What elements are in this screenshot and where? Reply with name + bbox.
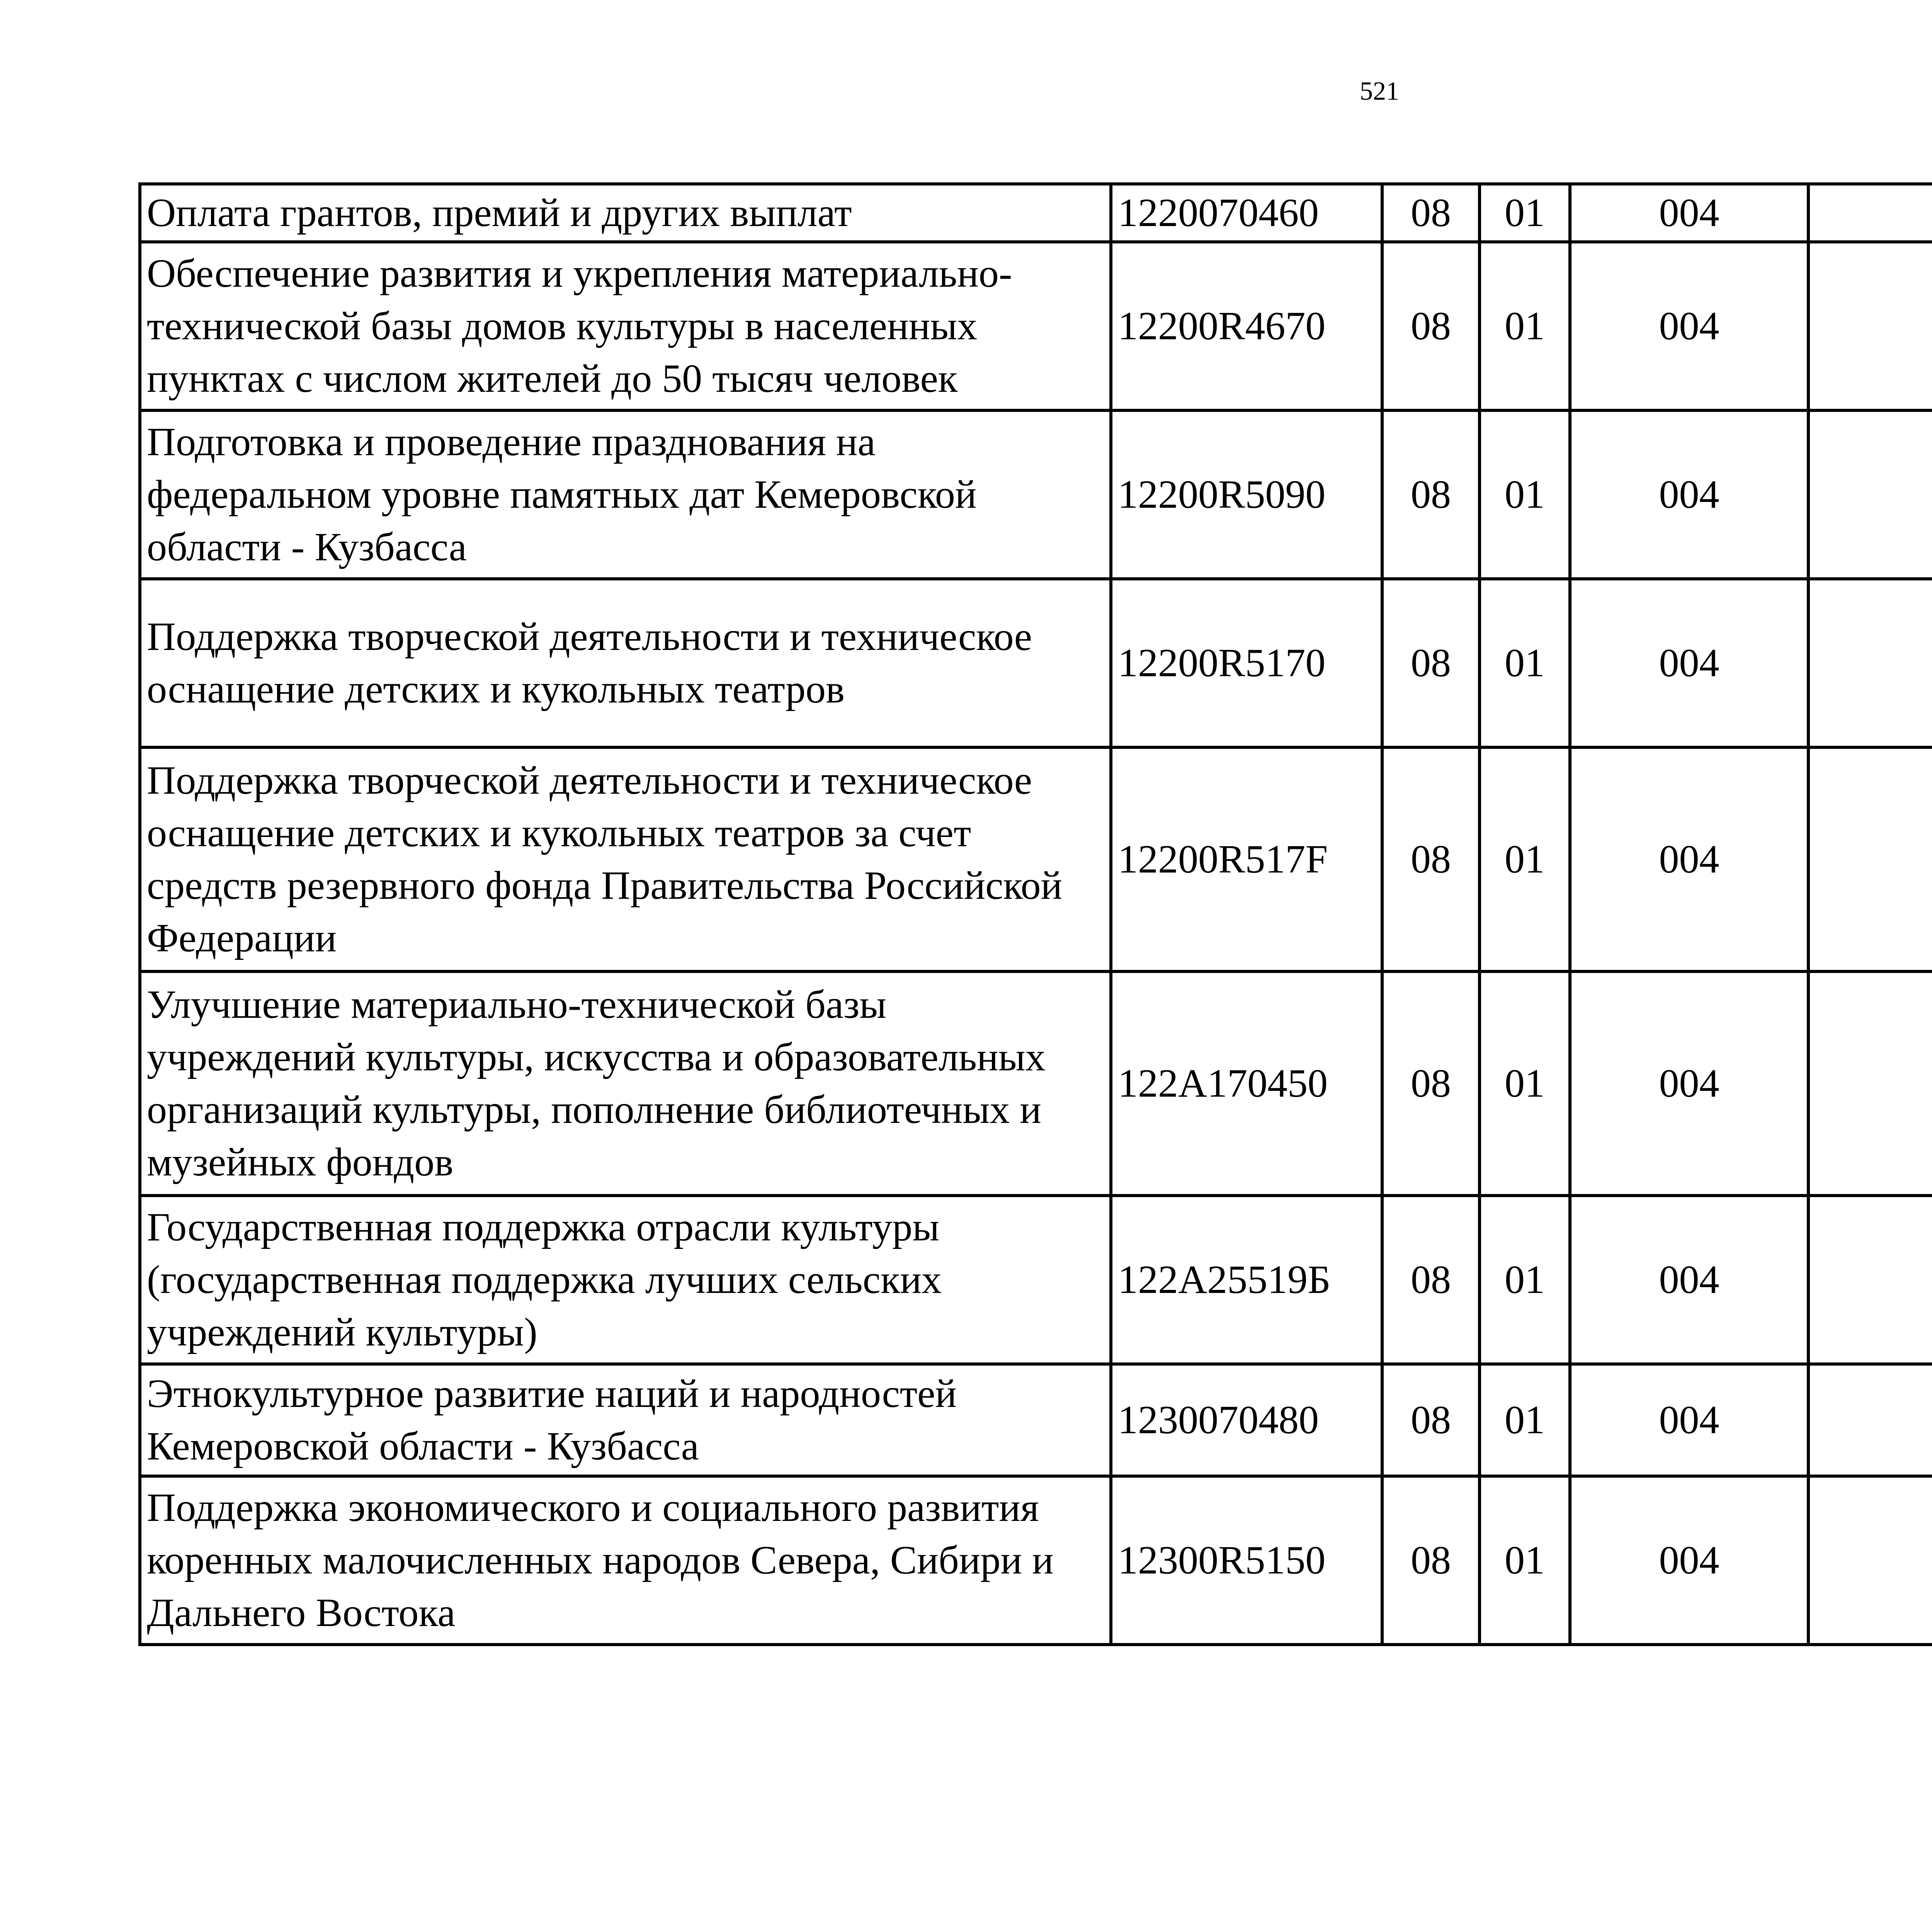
row-name: Поддержка творческой деятельности и техническое оснащение детских и кукольных театров bbox=[140, 579, 1111, 747]
row-subsection: 01 bbox=[1480, 242, 1570, 410]
row-value-1 bbox=[1808, 1476, 1932, 1645]
row-section: 08 bbox=[1382, 184, 1480, 242]
row-name: Улучшение материально-технической базы учреждений культуры, искусства и образовательных организаций культуры, пополнение библиотечных и музейных фондов bbox=[140, 971, 1111, 1196]
table-row bbox=[140, 1476, 1932, 1645]
row-section: 08 bbox=[1382, 1476, 1480, 1645]
row-expense-type: 004 bbox=[1570, 242, 1808, 410]
row-subsection: 01 bbox=[1480, 1476, 1570, 1645]
row-name: Этнокультурное развитие наций и народностей Кемеровской области - Кузбасса bbox=[140, 1364, 1111, 1476]
row-section: 08 bbox=[1382, 242, 1480, 410]
table-row bbox=[140, 747, 1932, 971]
row-expense-type: 004 bbox=[1570, 747, 1808, 971]
row-code: 1220070460 bbox=[1111, 184, 1382, 242]
table-row bbox=[140, 242, 1932, 410]
row-code: 12200R5090 bbox=[1111, 410, 1382, 579]
row-value-1 bbox=[1808, 971, 1932, 1196]
row-section: 08 bbox=[1382, 1364, 1480, 1476]
row-subsection: 01 bbox=[1480, 1196, 1570, 1364]
row-expense-type: 004 bbox=[1570, 1364, 1808, 1476]
row-section: 08 bbox=[1382, 410, 1480, 579]
row-subsection: 01 bbox=[1480, 747, 1570, 971]
row-code: 122A25519Б bbox=[1111, 1196, 1382, 1364]
row-subsection: 01 bbox=[1480, 184, 1570, 242]
row-code: 1230070480 bbox=[1111, 1364, 1382, 1476]
row-code: 12200R5170 bbox=[1111, 579, 1382, 747]
row-name: Подготовка и проведение празднования на федеральном уровне памятных дат Кемеровской области - Кузбасса bbox=[140, 410, 1111, 579]
row-subsection: 01 bbox=[1480, 410, 1570, 579]
row-code: 122A170450 bbox=[1111, 971, 1382, 1196]
row-subsection: 01 bbox=[1480, 971, 1570, 1196]
row-value-1 bbox=[1808, 410, 1932, 579]
table-row bbox=[140, 971, 1932, 1196]
page-number: 521 bbox=[1360, 76, 1399, 105]
row-code: 12300R5150 bbox=[1111, 1476, 1382, 1645]
row-name: Поддержка творческой деятельности и техническое оснащение детских и кукольных театров за счет средств резервного фонда Правительства Российской Федерации bbox=[140, 747, 1111, 971]
row-code: 12200R4670 bbox=[1111, 242, 1382, 410]
table-row bbox=[140, 410, 1932, 579]
row-section: 08 bbox=[1382, 579, 1480, 747]
row-expense-type: 004 bbox=[1570, 1476, 1808, 1645]
table-row bbox=[140, 579, 1932, 747]
row-expense-type: 004 bbox=[1570, 1196, 1808, 1364]
row-expense-type: 004 bbox=[1570, 579, 1808, 747]
row-name: Оплата грантов, премий и других выплат bbox=[140, 184, 1111, 242]
row-section: 08 bbox=[1382, 747, 1480, 971]
row-name: Обеспечение развития и укрепления материально-технической базы домов культуры в населенных пунктах с числом жителей до 50 тысяч человек bbox=[140, 242, 1111, 410]
row-name: Государственная поддержка отрасли культуры (государственная поддержка лучших сельских учреждений культуры) bbox=[140, 1196, 1111, 1364]
row-name: Поддержка экономического и социального развития коренных малочисленных народов Севера, Сибири и Дальнего Востока bbox=[140, 1476, 1111, 1645]
table-row bbox=[140, 184, 1932, 242]
row-value-1 bbox=[1808, 242, 1932, 410]
row-value-1 bbox=[1808, 1364, 1932, 1476]
row-section: 08 bbox=[1382, 971, 1480, 1196]
row-section: 08 bbox=[1382, 1196, 1480, 1364]
row-code: 12200R517F bbox=[1111, 747, 1382, 971]
row-expense-type: 004 bbox=[1570, 184, 1808, 242]
row-value-1 bbox=[1808, 184, 1932, 242]
table-row bbox=[140, 1364, 1932, 1476]
row-expense-type: 004 bbox=[1570, 410, 1808, 579]
row-subsection: 01 bbox=[1480, 579, 1570, 747]
table-row bbox=[140, 1196, 1932, 1364]
row-expense-type: 004 bbox=[1570, 971, 1808, 1196]
row-value-1 bbox=[1808, 1196, 1932, 1364]
row-subsection: 01 bbox=[1480, 1364, 1570, 1476]
row-value-1 bbox=[1808, 747, 1932, 971]
budget-table bbox=[138, 182, 1932, 1646]
row-value-1 bbox=[1808, 579, 1932, 747]
